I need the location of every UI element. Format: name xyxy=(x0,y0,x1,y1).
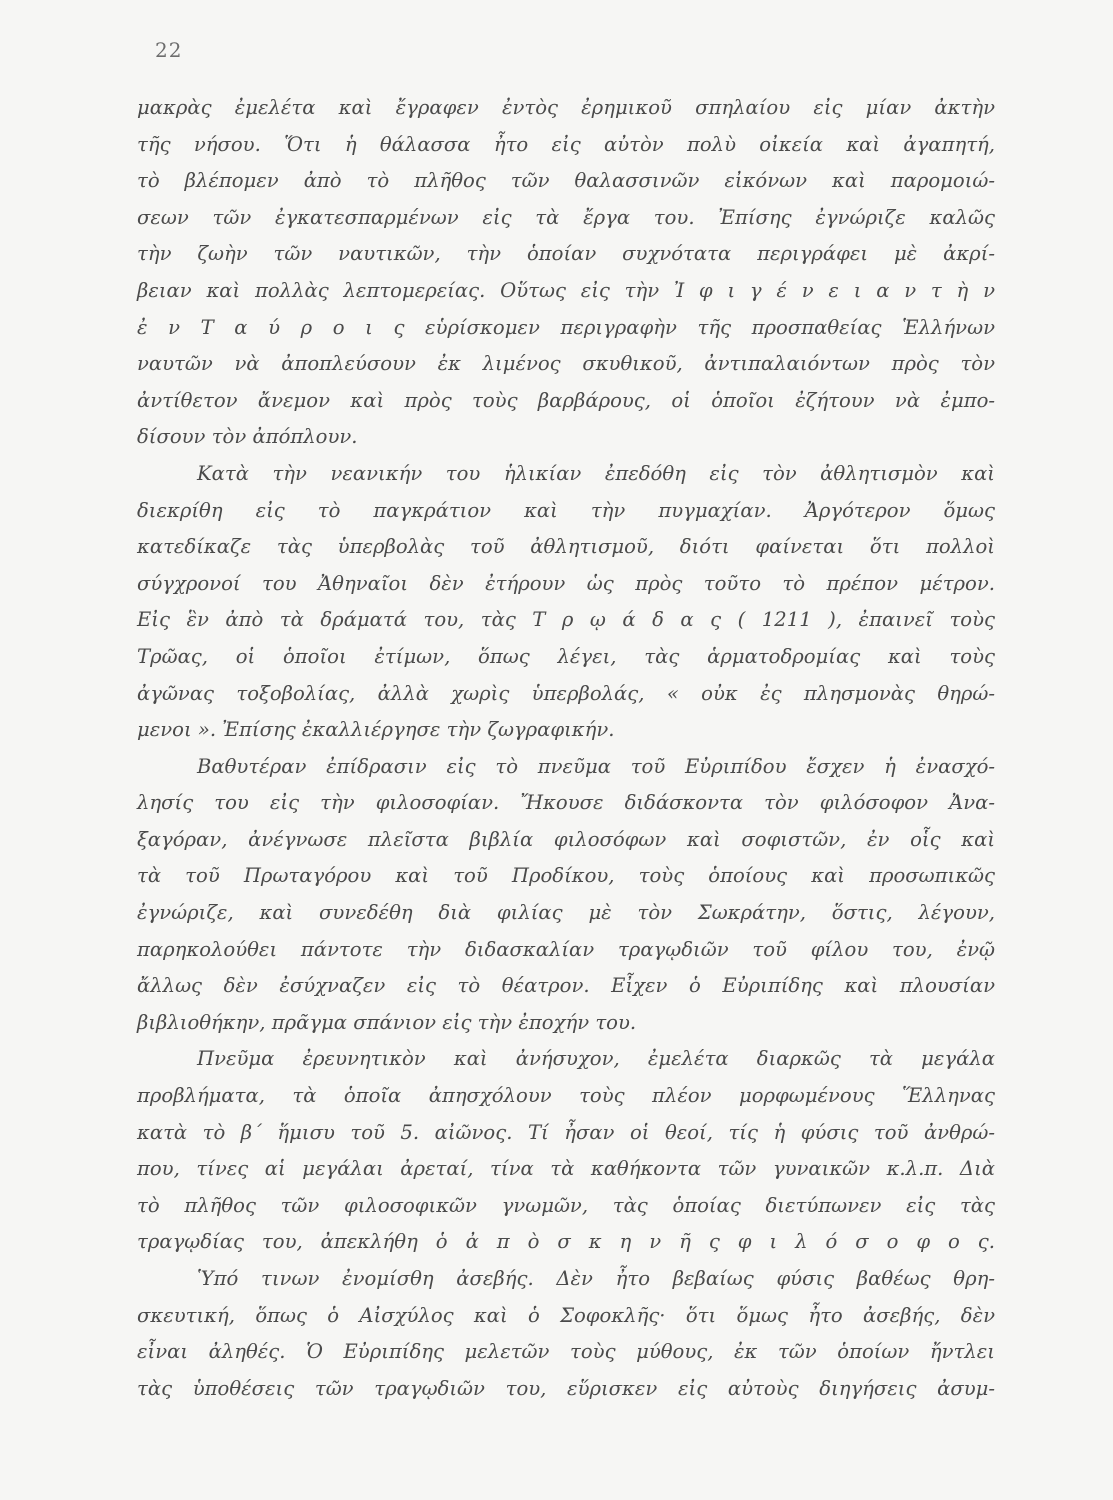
paragraph-start-line: Ὑπό τινων ἐνομίσθη ἀσεβής. Δὲν ἦτο βεβαίως φύσις βαθέως θρη- xyxy=(197,1267,995,1290)
text-line: τὸ βλέπομεν ἀπὸ τὸ πλῆθος τῶν θαλασσινῶν εἰκόνων καὶ παρομοιώ- xyxy=(137,169,995,193)
text-line: προβλήματα, τὰ ὁποῖα ἀπησχόλουν τοὺς πλέον μορφωμένους Ἕλληνας xyxy=(137,1084,995,1108)
text-line: παρηκολούθει πάντοτε τὴν διδασκαλίαν τραγῳδιῶν τοῦ φίλου του, ἐνῷ xyxy=(137,937,995,961)
text-line: διεκρίθη εἰς τὸ παγκράτιον καὶ τὴν πυγμαχίαν. Ἀργότερον ὅμως xyxy=(137,498,995,522)
paragraph-start-line: Κατὰ τὴν νεανικήν του ἡλικίαν ἐπεδόθη εἰς τὸν ἀθλητισμὸν καὶ xyxy=(197,461,995,485)
text-line: σεων τῶν ἐγκατεσπαρμένων εἰς τὰ ἔργα του. Ἐπίσης ἐγνώριζε καλῶς xyxy=(137,205,995,229)
text-line: τὸ πλῆθος τῶν φιλοσοφικῶν γνωμῶν, τὰς ὁποίας διετύπωνεν εἰς τὰς xyxy=(137,1193,995,1217)
text-line: τὴν ζωὴν τῶν ναυτικῶν, τὴν ὁποίαν συχνότατα περιγράφει μὲ ἀκρί- xyxy=(137,242,995,266)
paragraph-start-line: Πνεῦμα ἐρευνητικὸν καὶ ἀνήσυχον, ἐμελέτα διαρκῶς τὰ μεγάλα xyxy=(197,1047,995,1071)
text-line: τὰ τοῦ Πρωταγόρου καὶ τοῦ Προδίκου, τοὺς ὁποίους καὶ προσωπικῶς xyxy=(137,864,995,888)
paragraph-start-line: Βαθυτέραν ἐπίδρασιν εἰς τὸ πνεῦμα τοῦ Εὐριπίδου ἔσχεν ἡ ἐνασχό- xyxy=(197,754,995,778)
text-line: ἄλλως δὲν ἐσύχναζεν εἰς τὸ θέατρον. Εἶχεν ὁ Εὐριπίδης καὶ πλουσίαν xyxy=(137,974,995,998)
text-line: ἀγῶνας τοξοβολίας, ἀλλὰ χωρὶς ὑπερβολάς, « οὐκ ἐς πλησμονὰς θηρώ- xyxy=(137,681,995,705)
text-line: τὰς ὑποθέσεις τῶν τραγῳδιῶν του, εὕρισκεν εἰς αὐτοὺς διηγήσεις ἀσυμ- xyxy=(137,1376,995,1400)
text-line: Τρῶας, οἱ ὁποῖοι ἐτίμων, ὅπως λέγει, τὰς ἁρματοδρομίας καὶ τοὺς xyxy=(137,644,995,668)
text-line: δίσουν τὸν ἀπόπλουν. xyxy=(137,425,358,449)
text-line: ἐγνώριζε, καὶ συνεδέθη διὰ φιλίας μὲ τὸν Σωκράτην, ὅστις, λέγουν, xyxy=(137,901,995,925)
text-line: κατεδίκαζε τὰς ὑπερβολὰς τοῦ ἀθλητισμοῦ, διότι φαίνεται ὅτι πολλοὶ xyxy=(137,535,995,559)
text-line: ξαγόραν, ἀνέγνωσε πλεῖστα βιβλία φιλοσόφων καὶ σοφιστῶν, ἐν οἷς καὶ xyxy=(137,827,995,851)
text-line: κατὰ τὸ β΄ ἥμισυ τοῦ 5. αἰῶνος. Τί ἦσαν οἱ θεοί, τίς ἡ φύσις τοῦ ἀνθρώ- xyxy=(137,1120,995,1144)
text-line: Εἰς ἓν ἀπὸ τὰ δράματά του, τὰς Τ ρ ῳ ά δ α ς ( 1211 ), ἐπαινεῖ τοὺς xyxy=(137,608,995,632)
text-line: που, τίνες αἱ μεγάλαι ἀρεταί, τίνα τὰ καθήκοντα τῶν γυναικῶν κ.λ.π. Διὰ xyxy=(137,1157,995,1181)
text-line: βιβλιοθήκην, πρᾶγμα σπάνιον εἰς τὴν ἐποχήν του. xyxy=(137,1010,637,1034)
text-line: λησίς του εἰς τὴν φιλοσοφίαν. Ἤκουσε διδάσκοντα τὸν φιλόσοφον Ἀνα- xyxy=(137,791,995,815)
text-line: εἶναι ἀληθές. Ὁ Εὐριπίδης μελετῶν τοὺς μύθους, ἐκ τῶν ὁποίων ἤντλει xyxy=(137,1340,995,1364)
text-line: ναυτῶν νὰ ἀποπλεύσουν ἐκ λιμένος σκυθικοῦ, ἀντιπαλαιόντων πρὸς τὸν xyxy=(137,352,995,376)
text-line: τῆς νήσου. Ὅτι ἡ θάλασσα ἦτο εἰς αὐτὸν πολὺ οἰκεία καὶ ἀγαπητή, xyxy=(137,132,995,156)
text-line: βειαν καὶ πολλὰς λεπτομερείας. Οὕτως εἰς τὴν Ἰ φ ι γ έ ν ε ι α ν τ ὴ ν xyxy=(137,278,995,302)
body-text xyxy=(137,90,995,1407)
page-number: 22 xyxy=(155,38,183,62)
text-line: μακρὰς ἐμελέτα καὶ ἔγραφεν ἐντὸς ἐρημικοῦ σπηλαίου εἰς μίαν ἀκτὴν xyxy=(137,96,995,119)
text-line: ἐ ν Τ α ύ ρ ο ι ς εὑρίσκομεν περιγραφὴν τῆς προσπαθείας Ἑλλήνων xyxy=(137,315,995,339)
text-line: σύγχρονοί του Ἀθηναῖοι δὲν ἐτήρουν ὡς πρὸς τοῦτο τὸ πρέπον μέτρον. xyxy=(137,571,995,595)
text-line: σκευτική, ὅπως ὁ Αἰσχύλος καὶ ὁ Σοφοκλῆς· ὅτι ὅμως ἦτο ἀσεβής, δὲν xyxy=(137,1303,995,1327)
text-line: ἀντίθετον ἄνεμον καὶ πρὸς τοὺς βαρβάρους, οἱ ὁποῖοι ἐζήτουν νὰ ἐμπο- xyxy=(137,388,995,412)
text-line: μενοι ». Ἐπίσης ἐκαλλιέργησε τὴν ζωγραφικήν. xyxy=(137,718,615,742)
text-line: τραγῳδίας του, ἀπεκλήθη ὁ ἀ π ὸ σ κ η ν ῆ ς φ ι λ ό σ ο φ ο ς. xyxy=(137,1230,995,1254)
